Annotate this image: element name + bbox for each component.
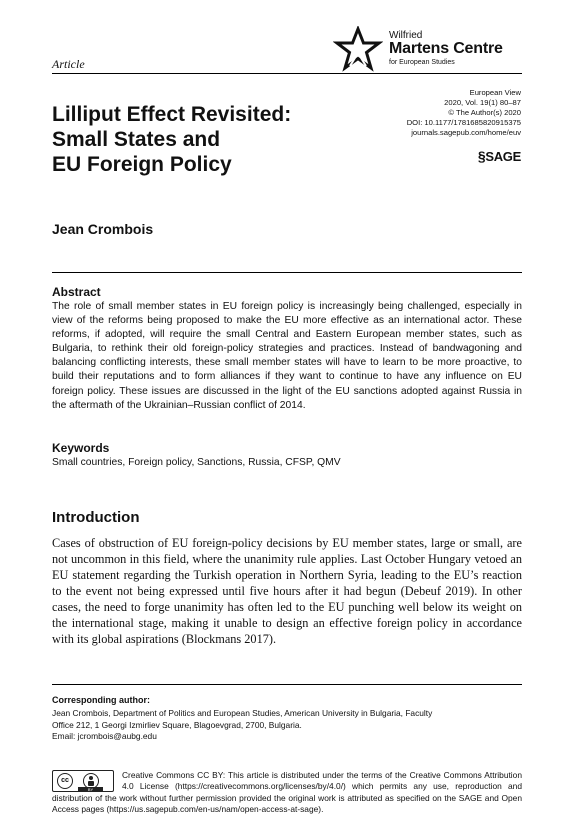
journal-volume: 2020, Vol. 19(1) 80–87 — [444, 98, 521, 107]
keywords-heading: Keywords — [52, 441, 110, 455]
cc-icon: cc — [57, 773, 73, 789]
article-type-label: Article — [52, 57, 85, 71]
introduction-text: Cases of obstruction of EU foreign-policy decisions by EU member states, large or small, are not uncommon in this field, where the unanimity rule applies. Last October Hungary vetoed an EU statement regarding the Turkish operation in Northern Syria, leading to the EU’s reaction to the event not being expressed until five hours after it had begun (Debeuf 2019). In other cases, the need to forge unanimity has often led to the EU punching well below its weight on the international stage, making it unable to design an effective foreign policy in accordance with its global aspirations (Blockmans 2017). — [52, 536, 522, 646]
address-line: Office 212, 1 Georgi Izmirliev Square, Blagoevgrad, 2700, Bulgaria. — [52, 719, 302, 730]
title-line: EU Foreign Policy — [52, 153, 232, 176]
sage-s-icon: § — [477, 148, 486, 164]
footnote-rule — [52, 684, 522, 685]
star-logo-icon — [333, 26, 383, 72]
abstract-text: The role of small member states in EU foreign policy is increasingly being challenged, especially in view of the reforms being proposed to make the EU more effective as an international actor. These reforms, if adopted, will require the small Central and Eastern European member states, such as Bulgaria, to rethink their old foreign-policy strategies and practices. Instead of bandwagoning and balancing conflicting interests, these small member states will have to learn to be more proactive, to build their reputations and to form alliances if they want to continue to have any influence on EU foreign policy. These issues are discussed in the light of the EU sanctions adopted against Russia in the aftermath of the Ukrainian–Russian conflict of 2014. — [52, 301, 522, 411]
by-label: BY — [78, 787, 103, 792]
corresponding-author-heading: Corresponding author: — [52, 695, 150, 705]
doi[interactable]: DOI: 10.1177/1781685820915375 — [406, 118, 521, 127]
journal-name: European View — [469, 88, 521, 97]
section-rule — [52, 272, 522, 273]
logo-centre-name: Martens Centre — [389, 40, 503, 57]
title-line: Small States and — [52, 128, 221, 151]
logo-first-name: Wilfried — [389, 30, 423, 41]
journal-url[interactable]: journals.sagepub.com/home/euv — [411, 128, 521, 137]
title-line: Lilliput Effect Revisited: — [52, 103, 292, 126]
logo-subtitle: for European Studies — [389, 59, 455, 66]
header-rule — [52, 73, 522, 74]
keywords-text: Small countries, Foreign policy, Sanctions, Russia, CFSP, QMV — [52, 457, 341, 468]
sage-name: SAGE — [485, 149, 521, 164]
journal-metadata — [407, 88, 521, 138]
cc-by-badge-icon[interactable] — [52, 770, 114, 792]
introduction-heading: Introduction — [52, 509, 140, 526]
abstract-heading: Abstract — [52, 285, 101, 299]
license-text: Creative Commons CC BY: This article is distributed under the terms of the Creative Commons Attribution 4.0 License (https://creativecommons.org/licenses/by/4.0/) which permits any use, reproduction and distribution of the work without further permission provided the original work is attributed as specified on the SAGE and Open Access pages (https://us.sagepub.com/en-us/nam/open-access-at-sage). — [52, 770, 522, 814]
copyright: © The Author(s) 2020 — [448, 108, 521, 117]
email-line[interactable]: Email: jcrombois@aubg.edu — [52, 731, 157, 741]
license-block — [52, 770, 522, 815]
martens-centre-logo — [333, 26, 533, 72]
address-line: Jean Crombois, Department of Politics and European Studies, American University in Bulgaria, Faculty — [52, 708, 433, 718]
sage-logo — [478, 148, 521, 164]
author-name: Jean Crombois — [52, 221, 154, 237]
corresponding-author-details — [52, 708, 522, 743]
article-title — [52, 102, 291, 177]
